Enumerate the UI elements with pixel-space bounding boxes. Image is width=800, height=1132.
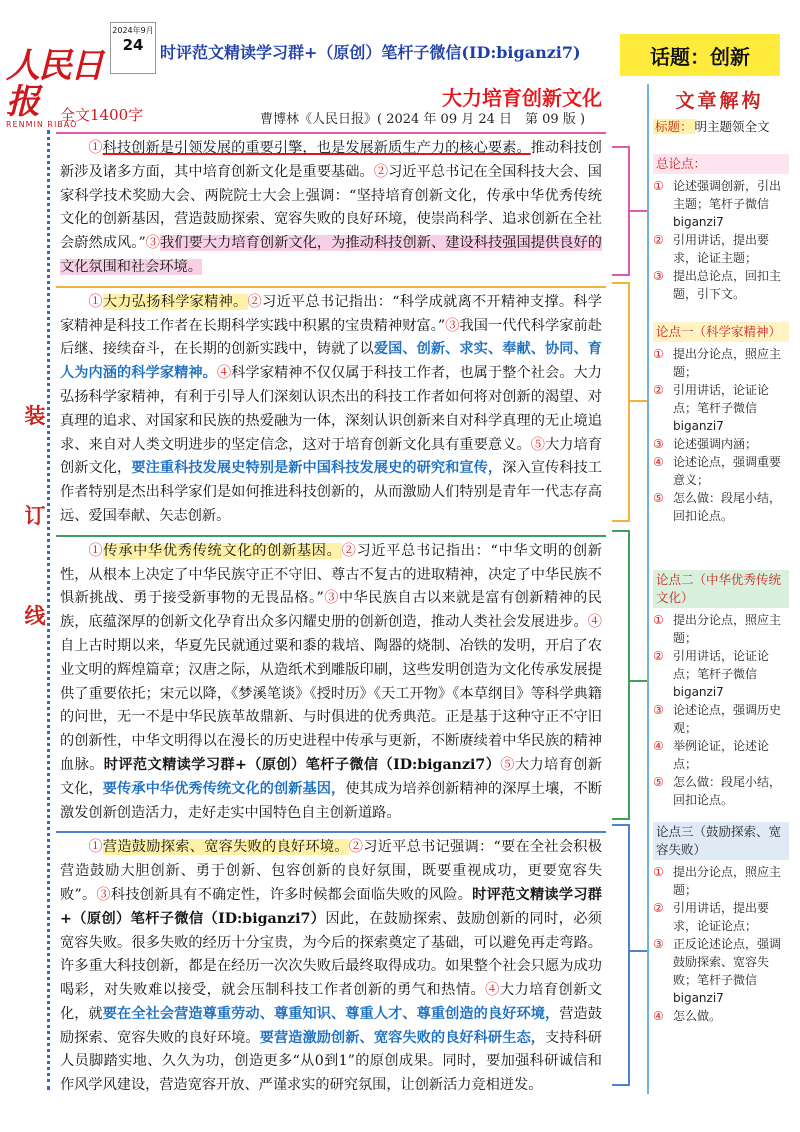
sentence-number: ④ (216, 365, 232, 382)
analysis-item (653, 267, 789, 303)
sentence-number: ② (341, 542, 357, 559)
item-number: ② (653, 383, 664, 397)
analysis-item (653, 773, 789, 809)
logo-brand: 人民日报 (6, 46, 102, 122)
item-number: ② (653, 233, 664, 247)
sentence-number: ③ (145, 235, 161, 252)
item-number: ⑤ (653, 491, 664, 505)
item-text: 引用讲话，论证论点；笔杆子微信 biganzi7 (673, 383, 770, 433)
sentence-number: ③ (445, 317, 460, 334)
sentence-number: ① (88, 839, 103, 856)
analysis-item (653, 1007, 789, 1025)
binding-char: 装 (24, 404, 46, 428)
text-segment: 我国一代代科学家前赴后继、接续奋斗，在长期的创新实践中，铸就了以 (60, 317, 602, 358)
text-segment: 因此，在鼓励探索、鼓励创新的同时，必须宽容失败。很多失败的经历十分宝贵，为今后的探索奠定了基础，可以避免再走弯路。许多重大科技创新，都是在经历一次次失败后最终取得成功。如果整个社会只愿为成功喝彩，对失败难以接受，就会压制科技工作者创新的勇气和热情。 (60, 910, 602, 999)
binding-dashed-line (47, 130, 50, 1090)
item-number: ② (653, 649, 664, 663)
item-number: ① (653, 865, 664, 879)
item-text: 引用讲话，提出要求，论证论点； (673, 901, 770, 933)
analysis-item (653, 345, 789, 381)
analysis-item (653, 647, 789, 701)
analysis-item (653, 611, 789, 647)
text-segment: 要注重科技发展史特别是新中国科技发展史的研究和宣传， (131, 460, 503, 477)
section-heading: 总论点： (653, 154, 789, 174)
text-segment: 营造鼓励探索、宽容失败的良好环境。 (102, 839, 349, 856)
bracket-point-two (612, 530, 630, 820)
structure-sidebar (647, 84, 790, 1094)
byline: 曹博林《人民日报》( 2024 年 09 月 24 日 第 09 版 ) (260, 112, 586, 127)
paragraph-point-three (56, 831, 606, 1100)
sentence-number: ② (373, 163, 389, 180)
analysis-item (653, 899, 789, 935)
promo-line: 时评范文精读学习群+（原创）笔杆子微信(ID:biganzi7) (160, 43, 581, 62)
text-segment: 爱国、创新、求实、奉献、协同、育人为内涵的科学家精神。 (60, 341, 602, 382)
item-text: 论述论点，强调重要意义； (673, 455, 782, 487)
text-segment: 推动科技创新涉及诸多方面，其中培育创新文化是重要基础。 (60, 140, 602, 180)
item-number: ③ (653, 703, 664, 717)
sentence-number: ② (348, 839, 364, 856)
item-number: ① (653, 179, 664, 193)
paragraph-point-one (56, 286, 606, 531)
text-segment: 自上古时期以来，华夏先民就通过粟和黍的栽培、陶器的烧制、冶铁的发明，开启了农业文明的辉煌篇章；汉唐之际，从造纸术到雕版印刷，这些发明创造为文化传承发展提供了重要依托；宋元以降，《梦溪笔谈》《授时历》《天工开物》《本草纲目》等科学典籍的问世，无一不是中华民族革故鼎新、与时俱进的优秀典范。正是基于这种守正不守旧的创新性，中华文明得以在漫长的历史进程中传承与更新，不断赓续着中华民族的精神血脉。 (60, 637, 602, 773)
analysis-item (653, 435, 789, 453)
text-segment: 大力培育创新文化， (60, 756, 602, 797)
text-segment: 大力培育创新文化， (60, 436, 602, 477)
connector-point-three (630, 950, 648, 952)
date-day: 24 (122, 36, 144, 54)
text-segment: 科技创新是引领发展的重要引擎，也是发展新质生产力的核心要素。 (102, 140, 531, 156)
article-title: 大力培育创新文化 (442, 86, 602, 110)
item-text: 怎么做。 (673, 1009, 722, 1023)
analysis-item (653, 177, 789, 231)
sidebar-section-point-three (653, 822, 789, 1025)
text-segment: 要传承中华优秀传统文化的创新基因， (102, 780, 346, 797)
item-text: 正反论述论点，强调鼓励探索、宽容失败；笔杆子微信 biganzi7 (673, 937, 782, 1005)
sentence-number: ③ (96, 886, 111, 903)
item-number: ④ (653, 739, 664, 753)
sentence-number: ④ (485, 982, 500, 999)
bracket-intro (612, 146, 630, 276)
analysis-item (653, 489, 789, 525)
analysis-item (653, 935, 789, 1007)
binding-label (20, 400, 50, 700)
item-text: 提出总论点，回扣主题，引下文。 (673, 269, 782, 301)
item-text: 怎么做：段尾小结，回扣论点。 (673, 491, 782, 523)
date-label: 2024年9月 (112, 26, 154, 35)
item-text: 论述强调内涵； (673, 437, 758, 451)
item-number: ③ (653, 437, 664, 451)
item-number: ① (653, 613, 664, 627)
item-text: 引用讲话，论证论点；笔杆子微信 biganzi7 (673, 649, 770, 699)
sidebar-title-line (653, 117, 790, 135)
text-segment: 支持科研人员脚踏实地、久久为功，创造更多“从0到1”的原创成果。同时，要加强科研诚信和作风学风建设，营造宽容开放、严谨求实的研究氛围，让创新活力竞相迸发。 (60, 1029, 602, 1094)
analysis-item (653, 381, 789, 435)
binding-char: 订 (24, 504, 46, 528)
item-text: 提出分论点，照应主题； (673, 347, 782, 379)
item-text: 提出分论点，照应主题； (673, 613, 782, 645)
text-segment: 深入宣传科技工作者特别是杰出科学家们是如何推进科技创新的，从而激励人们特别是青年一代志存高远、爱国奉献、矢志创新。 (60, 460, 602, 524)
analysis-item (653, 737, 789, 773)
sentence-number: ⑤ (500, 756, 515, 773)
text-segment: 科学家精神不仅仅属于科技工作者，也属于整个社会。大力弘扬科学家精神，有利于引导人们深刻认识杰出的科技工作者如何将对创新的渴望、对真理的追求、对国家和民族的热爱融为一体，深刻认识创新来自对科学真理的无止境追求、来自对人类文明进步的坚定信念，这对于培育创新文化具有重要意义。 (60, 365, 602, 453)
item-text: 论述强调创新，引出主题；笔杆子微信 biganzi7 (673, 179, 782, 229)
text-segment: 习近平总书记强调：“要在全社会积极营造鼓励大胆创新、勇于创新、包容创新的良好氛围，既要重视成功，更要宽容失败”。 (60, 839, 602, 903)
analysis-item (653, 231, 789, 267)
item-number: ④ (653, 1009, 664, 1023)
bracket-point-one (612, 282, 630, 522)
sidebar-heading: 文章解构 (675, 90, 764, 112)
title-label: 标题： (655, 119, 693, 134)
text-segment: 使其成为培养创新精神的深厚土壤，不断激发创新创造活力，走好走实中国特色自主创新道路。 (60, 780, 602, 821)
paragraph-point-two (56, 535, 606, 828)
text-segment: 中华民族自古以来就是富有创新精神的民族，底蕴深厚的创新文化孕育出众多闪耀史册的创新创造，推动人类社会发展进步。 (60, 590, 602, 631)
binding-char: 线 (24, 604, 46, 628)
text-segment: 营造鼓励探索、宽容失败的良好环境。 (60, 1005, 602, 1046)
analysis-item (653, 863, 789, 899)
sentence-number: ① (88, 140, 103, 156)
text-segment: 大力弘扬科学家精神。 (102, 293, 248, 310)
text-segment: 时评范文精读学习群+（原创）笔杆子微信（ID:biganzi7） (60, 886, 602, 927)
item-number: ② (653, 901, 664, 915)
article-body (56, 132, 606, 1104)
sentence-number: ⑤ (530, 436, 545, 453)
item-number: ① (653, 347, 664, 361)
connector-point-two (630, 680, 648, 682)
text-segment: 传承中华优秀传统文化的创新基因。 (103, 542, 342, 559)
topic-badge: 话题：创新 (620, 34, 780, 76)
item-text: 怎么做：段尾小结，回扣论点。 (673, 775, 782, 807)
section-heading: 论点二（中华优秀传统文化） (653, 570, 789, 608)
item-text: 提出分论点，照应主题； (673, 865, 782, 897)
section-heading: 论点一（科学家精神） (653, 322, 789, 342)
text-segment: 科技创新具有不确定性，许多时候都会面临失败的风险。 (110, 886, 473, 903)
connector-intro (630, 210, 648, 212)
sidebar-section-intro (653, 154, 789, 303)
item-number: ⑤ (653, 775, 664, 789)
paragraph-intro (56, 132, 606, 282)
item-text: 引用讲话，提出要求，论证主题； (673, 233, 770, 265)
text-segment: 时评范文精读学习群+（原创）笔杆子微信（ID:biganzi7） (103, 756, 501, 773)
item-number: ③ (653, 269, 664, 283)
analysis-item (653, 453, 789, 489)
sentence-number: ① (88, 293, 103, 310)
text-segment: 要营造激励创新、宽容失败的良好科研生态， (259, 1029, 545, 1046)
item-text: 举例论证，论述论点； (673, 739, 770, 771)
connector-point-one (630, 400, 648, 402)
text-segment: 我们要大力培育创新文化，为推动科技创新、建设科技强国提供良好的文化氛围和社会环境。 (60, 235, 602, 275)
text-segment: 习近平总书记指出：“科学成就离不开精神支撑。科学家精神是科技工作者在长期科学实践中积累的宝贵精神财富。” (60, 293, 602, 334)
item-text: 论述论点，强调历史观； (673, 703, 782, 735)
text-segment: 习近平总书记指出：“中华文明的创新性，从根本上决定了中华民族守正不守旧、尊古不复古的进取精神，决定了中华民族不惧新挑战、勇于接受新事物的无畏品格。” (60, 542, 602, 607)
logo-subtitle: RENMIN RIBAO (6, 120, 78, 129)
analysis-item (653, 701, 789, 737)
section-heading: 论点三（鼓励探索、宽容失败） (653, 822, 789, 860)
sidebar-section-point-one (653, 322, 789, 525)
sentence-number: ② (247, 293, 262, 310)
bracket-point-three (612, 824, 630, 1086)
word-count: 全文1400字 (60, 106, 144, 124)
item-number: ④ (653, 455, 664, 469)
sentence-number: ① (88, 542, 104, 559)
sentence-number: ④ (587, 614, 602, 631)
sentence-number: ③ (323, 590, 339, 607)
text-segment: 要在全社会营造尊重劳动、尊重知识、尊重人才、尊重创造的良好环境， (102, 1005, 560, 1022)
date-box (110, 22, 156, 74)
title-note: 明主题领全文 (694, 119, 770, 134)
text-segment: 大力培育创新文化，就 (60, 982, 602, 1022)
sidebar-section-point-two (653, 570, 789, 809)
item-number: ③ (653, 937, 664, 951)
text-segment: 习近平总书记在全国科技大会、国家科学技术奖励大会、两院院士大会上强调：“坚持培育创新文化，传承中华优秀传统文化的创新基因，营造鼓励探索、宽容失败的良好环境，使崇尚科学、追求创新在全社会蔚然成风。” (60, 163, 602, 252)
